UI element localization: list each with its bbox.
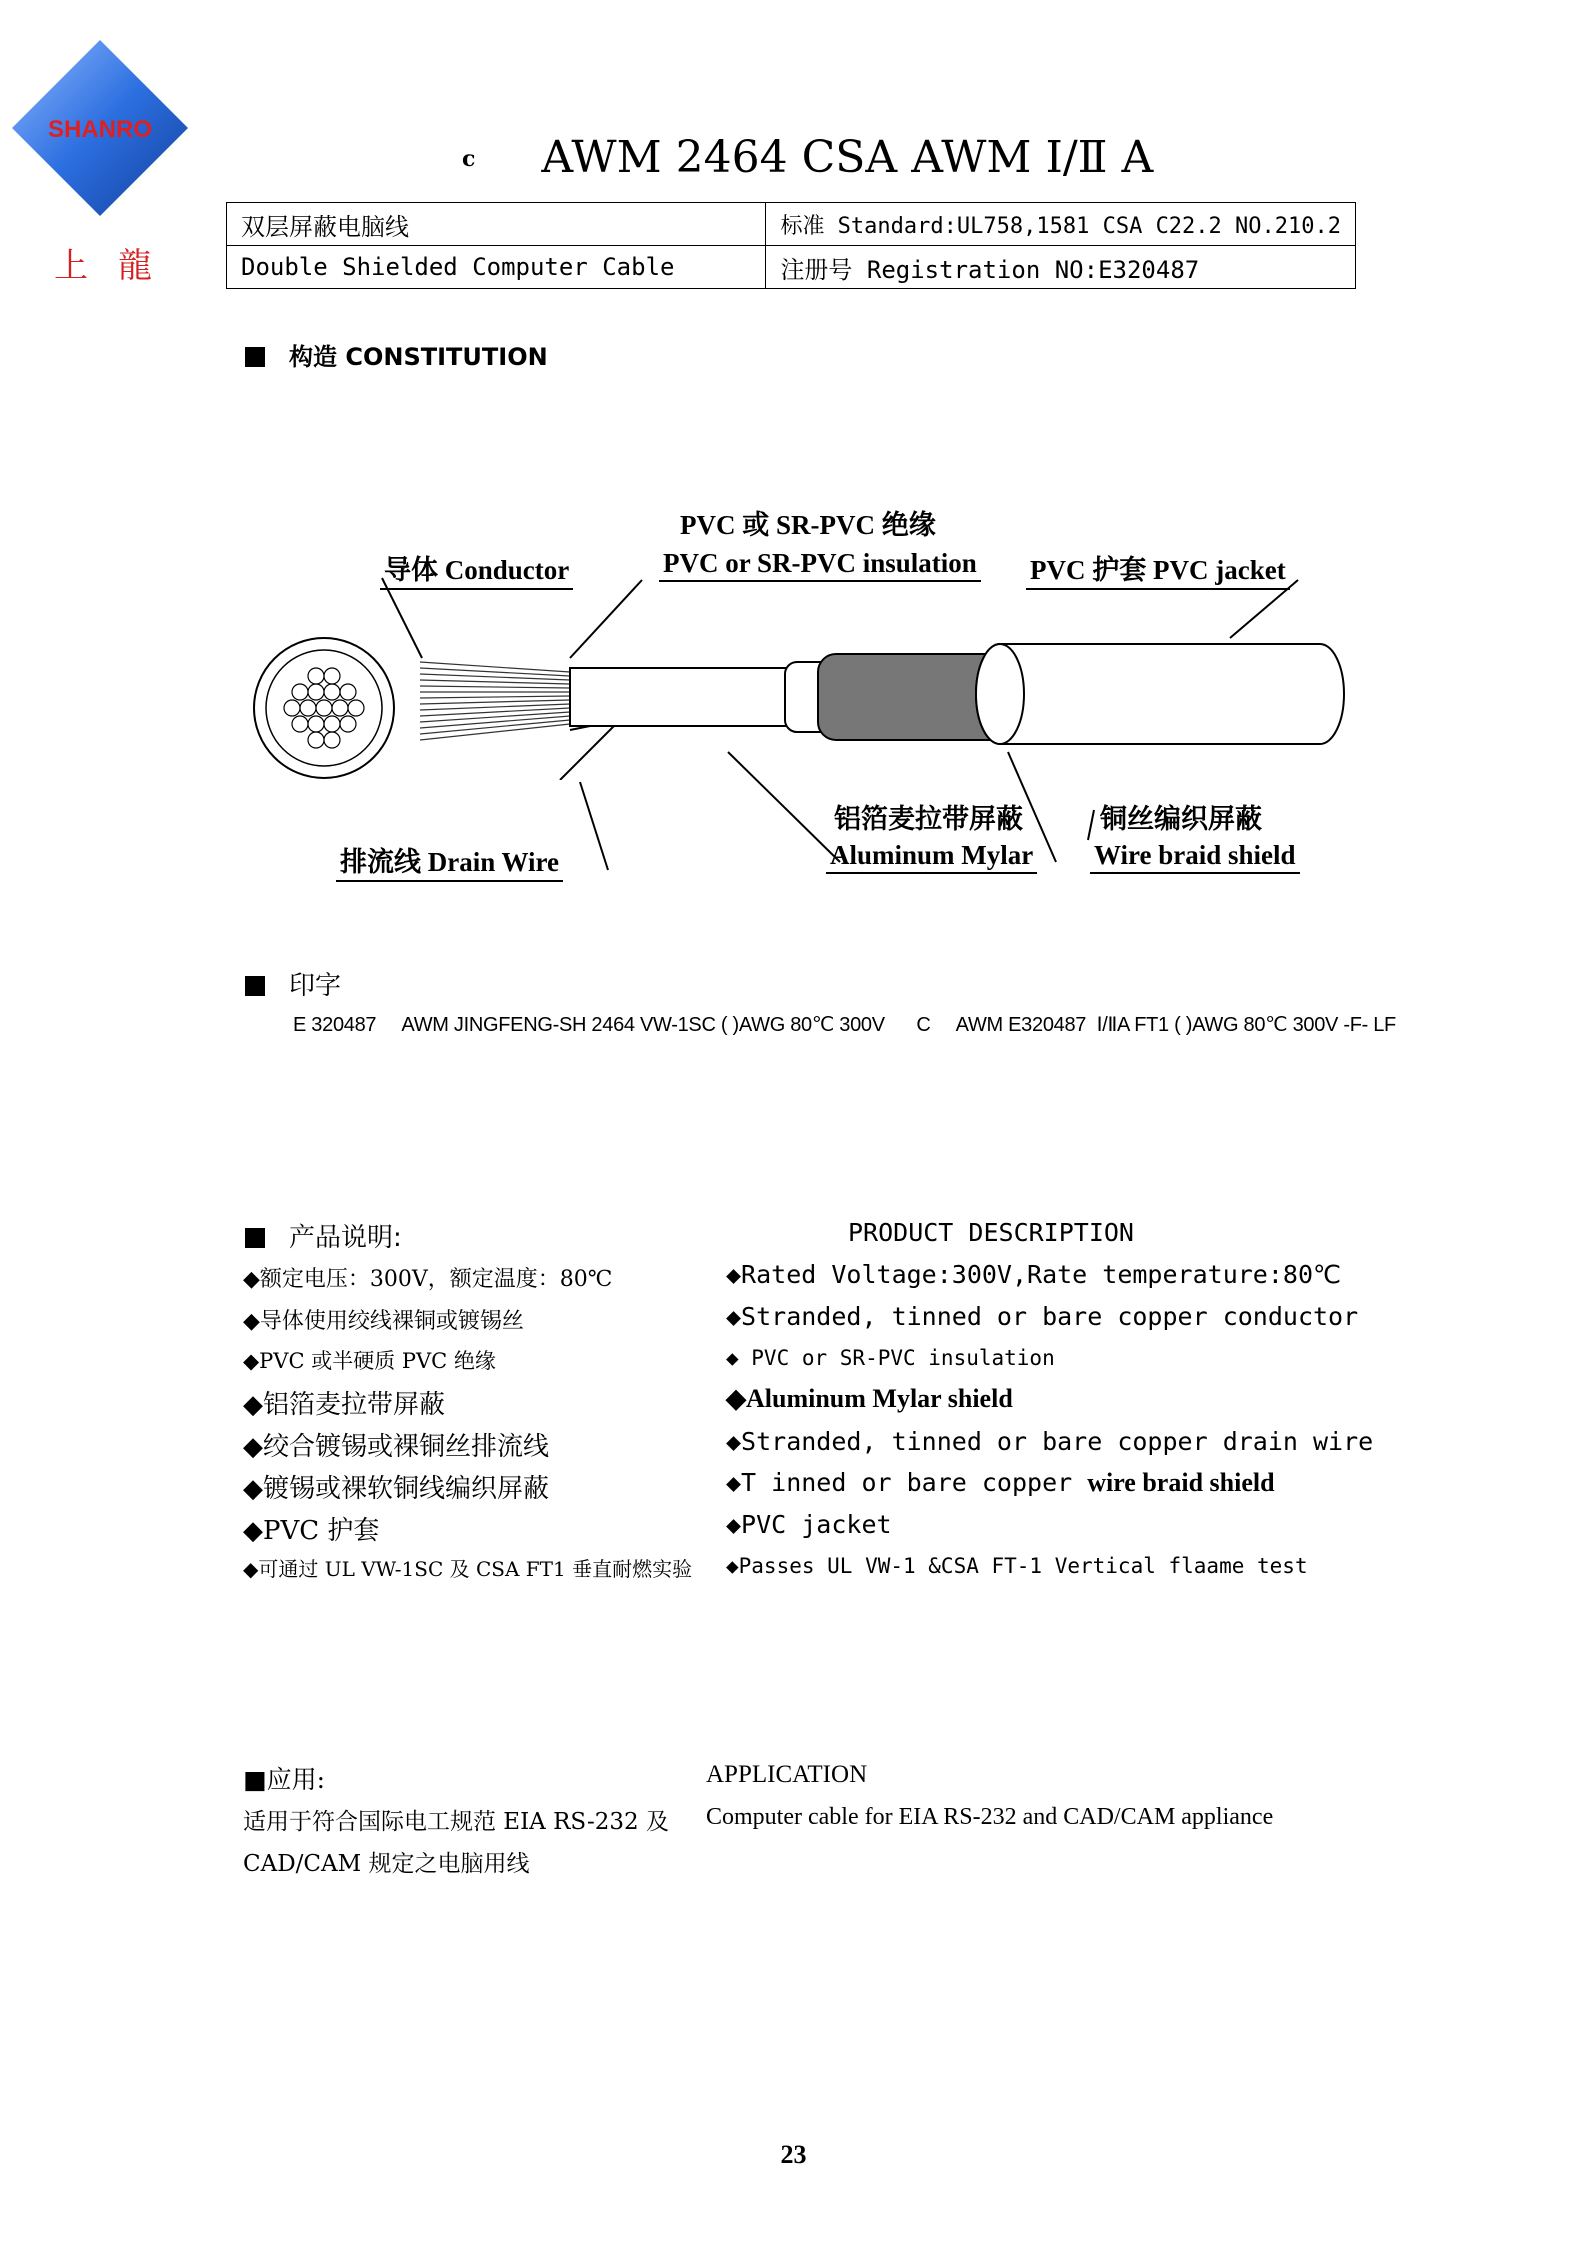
logo-brand: SHANRO [47,116,153,143]
description-heading-cn [245,1217,402,1254]
label-braid-cn: 铜丝编织屏蔽 [1100,804,1262,834]
desc-cn-item: ◆PVC 或半硬质 PVC 绝缘 [243,1349,496,1373]
desc-cn-item: ◆PVC 护套 [243,1516,380,1546]
description-heading-en: PRODUCT DESCRIPTION [848,1218,1134,1247]
square-bullet-icon [245,976,265,996]
desc-en-item: ◆Stranded, tinned or bare copper conductor [726,1302,1359,1331]
application-cn-line1: 适用于符合国际电工规范 EIA RS-232 及 [243,1809,670,1835]
desc-cn-item: ◆镀锡或裸软铜线编织屏蔽 [243,1474,549,1504]
desc-en-item: ◆Passes UL VW-1 &CSA FT-1 Vertical flaame test [726,1554,1308,1578]
marking-text: E 320487 AWM JINGFENG-SH 2464 VW-1SC ( )AWG 80℃ 300V C AWM E320487 Ⅰ/ⅡA FT1 ( )AWG 80℃ 300V -F- LF [293,1014,1396,1036]
marking-heading-text: 印字 [289,971,342,1001]
desc-en-item: ◆Aluminum Mylar shield [726,1384,1013,1413]
application-heading-cn: ■应用: [243,1765,326,1794]
desc-cn-item: ◆铝箔麦拉带屏蔽 [243,1390,445,1420]
desc-cn-item: ◆导体使用绞线裸铜或镀锡丝 [243,1309,524,1334]
label-mylar-cn: 铝箔麦拉带屏蔽 [834,804,1023,834]
desc-en-item: ◆Stranded, tinned or bare copper drain wire [726,1427,1374,1456]
desc-cn-item: ◆绞合镀锡或裸铜丝排流线 [243,1432,549,1462]
page-number: 23 [780,2140,807,2169]
header-cell-name-en: Double Shielded Computer Cable [227,246,766,289]
label-insulation-en: PVC or SR-PVC insulation [659,548,981,582]
label-jacket: PVC 护套 PVC jacket [1026,548,1290,590]
desc-en-item-bold: wire braid shield [1087,1468,1275,1497]
application-heading-en: APPLICATION [706,1761,868,1788]
application-cn-line2: CAD/CAM 规定之电脑用线 [243,1851,530,1877]
marking-heading [245,965,341,1002]
desc-en-item: ◆ PVC or SR-PVC insulation [726,1346,1055,1370]
label-insulation-cn: PVC 或 SR-PVC 绝缘 [680,510,936,540]
header-cell-registration: 注册号 Registration NO:E320487 [766,246,1356,289]
application-en: Computer cable for EIA RS-232 and CAD/CAM appliance [706,1804,1274,1830]
square-bullet-icon [245,1228,265,1248]
header-cell-name-cn: 双层屏蔽电脑线 [227,203,766,246]
desc-en-item: ◆PVC jacket [726,1510,892,1539]
label-drain-wire: 排流线 Drain Wire [336,840,563,882]
label-conductor: 导体 Conductor [380,548,573,590]
header-cell-standard: 标准 Standard:UL758,1581 CSA C22.2 NO.210.2 [766,203,1356,246]
desc-cn-item: ◆可通过 UL VW-1SC 及 CSA FT1 垂直耐燃实验 [243,1557,693,1581]
label-mylar-en: Aluminum Mylar [826,840,1037,874]
description-heading-cn-text: 产品说明: [289,1223,402,1253]
title-mark: c [462,146,476,172]
constitution-heading-text: 构造 CONSTITUTION [289,343,548,371]
desc-cn-item: ◆额定电压：300V，额定温度：80℃ [243,1267,613,1292]
desc-en-item-part: ◆T inned or bare copper [726,1468,1088,1497]
title-text: AWM 2464 CSA AWM Ⅰ/Ⅱ A [541,132,1154,183]
desc-en-item: ◆Rated Voltage:300V,Rate temperature:80℃ [726,1260,1342,1289]
logo-chinese: 上龍 [54,246,182,286]
label-braid-en: Wire braid shield [1090,840,1300,874]
desc-en-item [726,1468,1275,1498]
